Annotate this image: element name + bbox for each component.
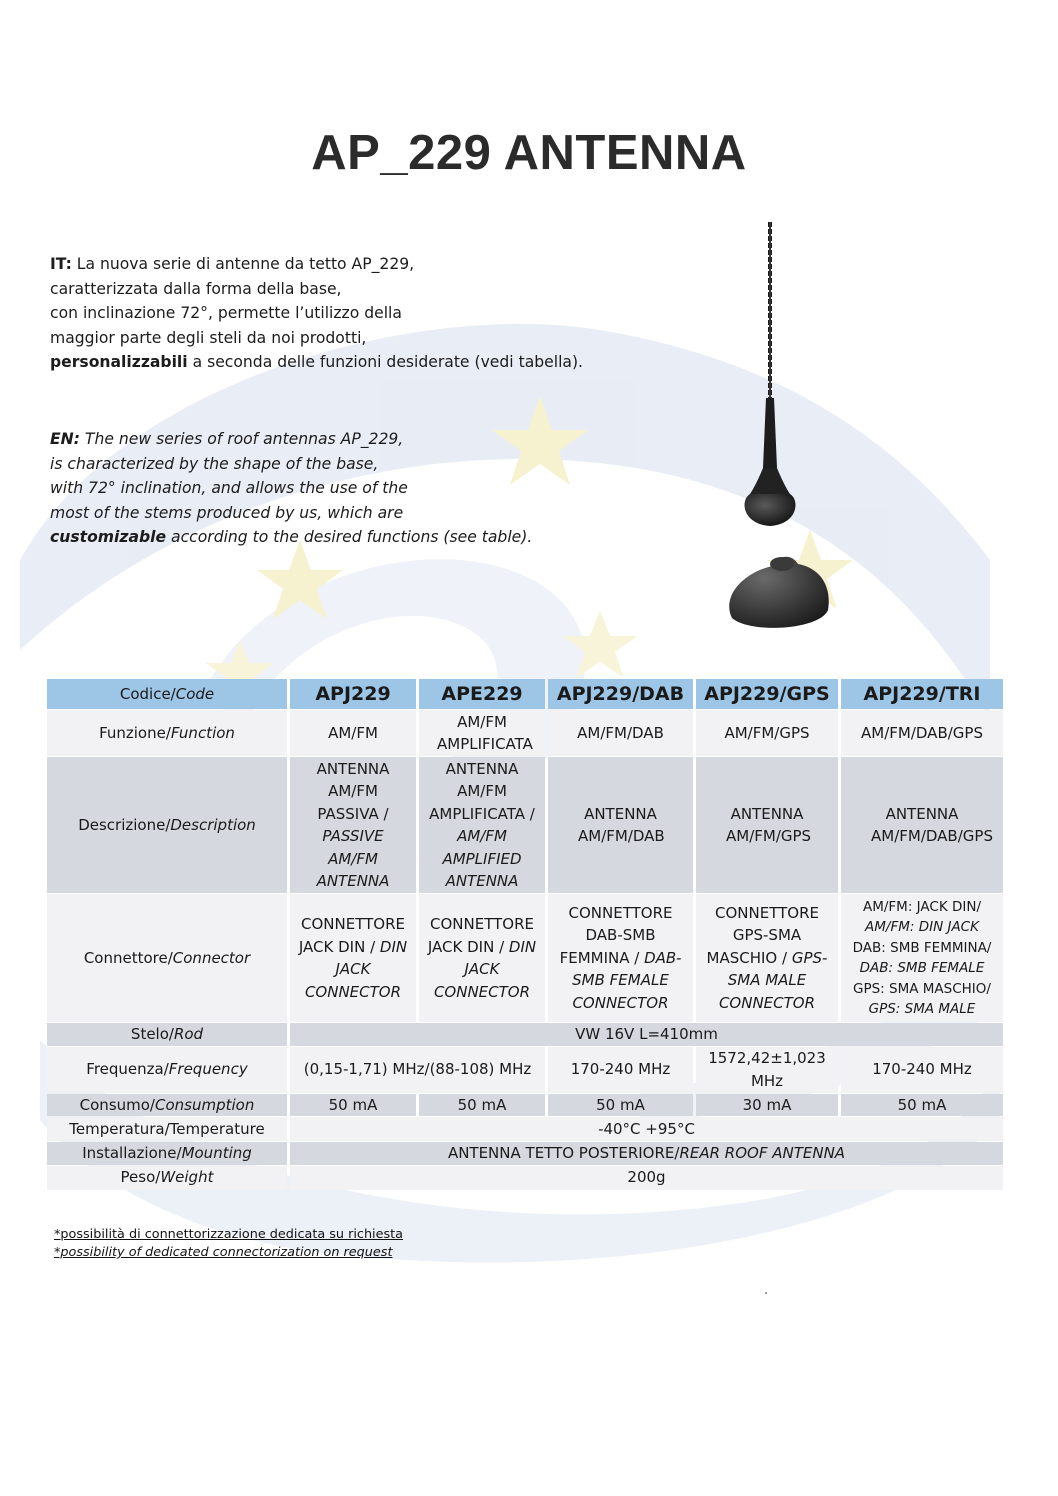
frequency-label bbox=[47, 1047, 287, 1093]
mounting-label-text: Installazione/ bbox=[82, 1144, 182, 1162]
connector-cell bbox=[290, 894, 416, 1022]
connector-en: GPS-SMA MALE CONNECTOR bbox=[718, 948, 828, 1012]
frequency-cell: 1572,42±1,023 MHz bbox=[696, 1047, 838, 1093]
mounting-row bbox=[47, 1142, 1003, 1165]
scan-speck bbox=[765, 1292, 767, 1294]
intro-en-prefix: EN: bbox=[50, 430, 80, 448]
intro-en-line-2: is characterized by the shape of the base, bbox=[50, 454, 379, 473]
intro-en-line-5 bbox=[50, 525, 532, 550]
footnote-english: *possibility of dedicated connectorization on request bbox=[54, 1245, 393, 1260]
description-cell: ANTENNA AM/FM/DAB bbox=[548, 757, 693, 893]
description-it: ANTENNA AM/FM AMPLIFICATA / bbox=[429, 759, 535, 823]
function-cell: AM/FM/DAB bbox=[548, 710, 693, 756]
frequency-cell: 170-240 MHz bbox=[548, 1047, 693, 1093]
weight-value: 200g bbox=[290, 1166, 1003, 1190]
intro-english bbox=[50, 427, 532, 550]
weight-row bbox=[47, 1166, 1003, 1190]
description-cell: ANTENNA AM/FM/DAB/GPS bbox=[841, 757, 1003, 893]
frequency-label-text: Frequenza/ bbox=[86, 1060, 169, 1079]
connector-it: CONNETTORE JACK DIN / bbox=[298, 915, 405, 956]
intro-it-line-1: La nuova serie di antenne da tetto AP_229, bbox=[76, 255, 415, 273]
header-label-text: Codice/ bbox=[119, 684, 176, 703]
code-apj229-dab: APJ229/DAB bbox=[548, 679, 693, 709]
intro-it-line bbox=[50, 252, 583, 277]
intro-en-line bbox=[50, 427, 532, 452]
rod-label-text: Stelo/ bbox=[130, 1025, 174, 1043]
description-label-it: Description bbox=[170, 815, 256, 834]
footnote-italian: *possibilità di connettorizzazione dedicata su richiesta bbox=[54, 1227, 404, 1242]
function-cell: AM/FM/GPS bbox=[696, 710, 838, 756]
consumption-cell: 30 mA bbox=[696, 1094, 838, 1117]
roof-antenna-image bbox=[720, 218, 850, 638]
header-label bbox=[47, 679, 287, 709]
consumption-row bbox=[47, 1094, 1003, 1117]
temperature-value: -40°C +95°C bbox=[290, 1117, 1003, 1141]
table-header-row bbox=[47, 679, 1003, 709]
intro-it-line-2: caratterizzata dalla forma della base, bbox=[50, 279, 342, 298]
mounting-label-it: Mounting bbox=[181, 1144, 252, 1162]
mounting-value bbox=[290, 1142, 1003, 1165]
consumption-cell: 50 mA bbox=[290, 1094, 416, 1117]
intro-it-bold: personalizzabili bbox=[50, 353, 188, 371]
function-cell: AM/FM AMPLIFICATA bbox=[419, 710, 545, 756]
description-cell bbox=[419, 757, 545, 893]
connector-line: DAB: SMB FEMMINA/ bbox=[852, 939, 992, 956]
connector-line: GPS: SMA MASCHIO/ bbox=[853, 980, 991, 997]
description-en: AM/FM AMPLIFIED ANTENNA bbox=[442, 827, 522, 890]
frequency-cell: (0,15-1,71) MHz/(88-108) MHz bbox=[290, 1047, 545, 1093]
weight-label-text: Peso/ bbox=[120, 1168, 161, 1187]
description-row bbox=[47, 757, 1003, 893]
specs-table bbox=[44, 678, 1006, 1191]
weight-label-it: Weight bbox=[160, 1168, 214, 1187]
rod-label bbox=[47, 1023, 287, 1046]
temperature-row bbox=[47, 1117, 1003, 1141]
connector-label-it: Connector bbox=[172, 948, 251, 967]
description-cell: ANTENNA AM/FM/GPS bbox=[696, 757, 838, 893]
function-label-it: Function bbox=[170, 723, 235, 742]
function-label-text: Funzione/ bbox=[99, 723, 171, 742]
intro-en-rest: according to the desired functions (see table). bbox=[166, 528, 533, 546]
header-label-it: Code bbox=[175, 684, 215, 703]
consumption-label bbox=[47, 1094, 287, 1117]
description-en: PASSIVE AM/FM ANTENNA bbox=[316, 827, 390, 890]
intro-en-bold: customizable bbox=[50, 528, 167, 546]
function-cell: AM/FM/DAB/GPS bbox=[841, 710, 1003, 756]
connector-line: AM/FM: DIN JACK bbox=[865, 919, 979, 935]
connector-label bbox=[47, 894, 287, 1022]
connector-line: DAB: SMB FEMALE bbox=[859, 960, 985, 976]
intro-it-line-5 bbox=[50, 350, 583, 375]
connector-label-text: Connettore/ bbox=[83, 948, 173, 967]
connector-en: DAB-SMB FEMALE CONNECTOR bbox=[572, 948, 682, 1012]
intro-en-line-4: most of the stems produced by us, which are bbox=[50, 503, 404, 522]
description-cell bbox=[290, 757, 416, 893]
temperature-label bbox=[47, 1117, 287, 1141]
mounting-label bbox=[47, 1142, 287, 1165]
connector-it: CONNETTORE GPS-SMA MASCHIO / bbox=[706, 903, 819, 967]
code-apj229-tri: APJ229/TRI bbox=[841, 679, 1003, 709]
description-label bbox=[47, 757, 287, 893]
code-ape229: APE229 bbox=[419, 679, 545, 709]
connector-row bbox=[47, 894, 1003, 1022]
weight-label bbox=[47, 1166, 287, 1190]
consumption-label-it: Consumption bbox=[154, 1095, 255, 1114]
intro-it-prefix: IT: bbox=[50, 255, 72, 273]
connector-cell bbox=[419, 894, 545, 1022]
code-apj229: APJ229 bbox=[290, 679, 416, 709]
intro-it-line-4: maggior parte degli steli da noi prodotti, bbox=[50, 328, 367, 347]
intro-en-line-1: The new series of roof antennas AP_229, bbox=[84, 430, 404, 448]
consumption-cell: 50 mA bbox=[548, 1094, 693, 1117]
mounting-value-en: REAR ROOF ANTENNA bbox=[679, 1144, 846, 1162]
consumption-cell: 50 mA bbox=[841, 1094, 1003, 1117]
rod-value: VW 16V L=410mm bbox=[290, 1023, 1003, 1046]
description-it: ANTENNA AM/FM PASSIVA / bbox=[316, 759, 390, 823]
frequency-label-it: Frequency bbox=[168, 1060, 248, 1079]
connector-en: DIN JACK CONNECTOR bbox=[433, 937, 537, 1001]
connector-cell bbox=[548, 894, 693, 1022]
connector-it: CONNETTORE JACK DIN / bbox=[427, 915, 534, 956]
connector-line: GPS: SMA MALE bbox=[868, 1001, 976, 1017]
intro-it-rest: a seconda delle funzioni desiderate (vedi tabella). bbox=[187, 353, 584, 371]
connector-line: AM/FM: JACK DIN/ bbox=[862, 898, 982, 915]
frequency-cell: 170-240 MHz bbox=[841, 1047, 1003, 1093]
function-label bbox=[47, 710, 287, 756]
rod-row bbox=[47, 1023, 1003, 1046]
page-title: AP_229 ANTENNA bbox=[311, 125, 747, 180]
function-row bbox=[47, 710, 1003, 756]
connector-it: CONNETTORE DAB-SMB FEMMINA / bbox=[559, 903, 673, 967]
description-label-text: Descrizione/ bbox=[78, 815, 171, 834]
frequency-row bbox=[47, 1047, 1003, 1093]
connector-cell bbox=[841, 894, 1003, 1022]
consumption-cell: 50 mA bbox=[419, 1094, 545, 1117]
connector-cell bbox=[696, 894, 838, 1022]
intro-en-line-3: with 72° inclination, and allows the use of the bbox=[50, 479, 408, 497]
intro-italian bbox=[50, 252, 583, 375]
function-cell: AM/FM bbox=[290, 710, 416, 756]
code-apj229-gps: APJ229/GPS bbox=[696, 679, 838, 709]
intro-it-line-3: con inclinazione 72°, permette l’utilizzo della bbox=[50, 304, 402, 322]
connector-en: DIN JACK CONNECTOR bbox=[304, 937, 408, 1001]
rod-label-it: Rod bbox=[173, 1025, 204, 1043]
temperature-label-en: Temperature bbox=[169, 1119, 265, 1138]
temperature-label-text: Temperatura/ bbox=[69, 1119, 170, 1138]
mounting-value-it: ANTENNA TETTO POSTERIORE/ bbox=[447, 1144, 680, 1162]
consumption-label-text: Consumo/ bbox=[79, 1095, 155, 1114]
